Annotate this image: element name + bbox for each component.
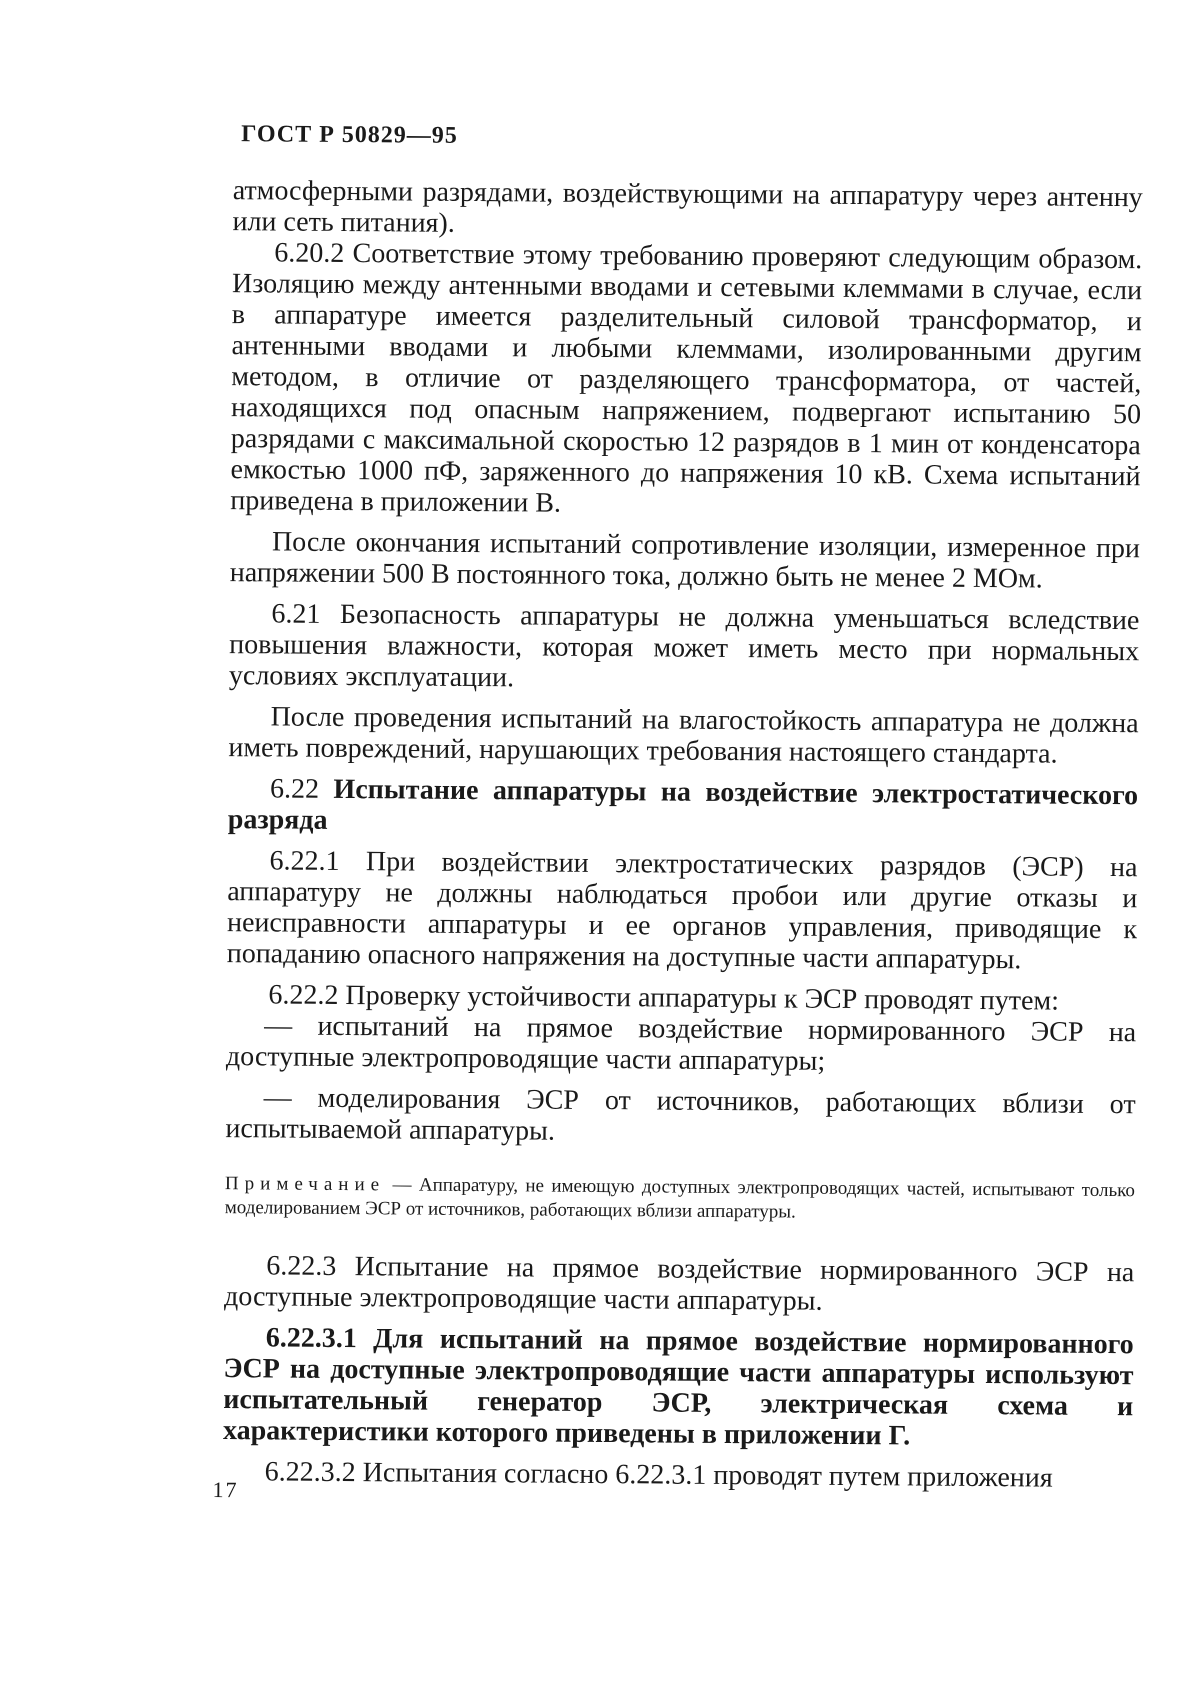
note-block [225,1172,1135,1227]
list-item-direct-test: — испытаний на прямое воздействие нормированного ЭСР на доступные электропроводящие части аппаратуры; [225,1010,1137,1077]
paragraph-6-22-3-1: 6.22.3.1 Для испытаний на прямое воздействие нормированного ЭСР на доступные электропроводящие части аппаратуры используют испытательный генератор ЭСР, электрическая схема и характеристики которого приведены в приложении Г. [222,1322,1134,1452]
paragraph-insulation-resistance: После окончания испытаний сопротивление изоляции, измеренное при напряжении 500 В постоянного тока, должно быть не менее 2 МОм. [229,526,1141,595]
page-number: 17 [212,1476,239,1503]
paragraph-6-22-3-2: 6.22.3.2 Испытания согласно 6.22.3.1 проводят путем приложения [264,1456,1053,1494]
list-item-modeling: — моделирования ЭСР от источников, работающих вблизи от испытываемой аппаратуры. [225,1082,1136,1147]
section-heading-6-22 [228,773,1138,842]
section-number: 6.22 [269,773,320,805]
document-body [223,175,1143,1494]
paragraph-6-20-2: 6.20.2 Соответствие этому требованию проверяют следующим образом. Изоляцию между антенными вводами и сетевыми клеммами в случае, если в аппаратуре имеется разделительный силовой трансформатор, и антенными вводами и любыми клеммами, изолированными другим методом, в отличие от разделяющего трансформатора, от частей, находящихся под опасным напряжением, подвергают испытанию 50 разрядами с максимальной скоростью 12 разрядов в 1 мин от конденсатора емкостью 1000 пФ, заряженного до напряжения 10 кВ. Схема испытаний приведена в приложении В. [230,237,1143,519]
paragraph-6-22-3: 6.22.3 Испытание на прямое воздействие нормированного ЭСР на доступные электропроводящие части аппаратуры. [223,1250,1135,1317]
paragraph-6-22-1: 6.22.1 При воздействии электростатических разрядов (ЭСР) на аппаратуру не должны наблюдаться пробои или другие отказы и неисправности аппаратуры и ее органов управления, приводящие к попаданию опасного напряжения на доступные части аппаратуры. [226,845,1138,976]
paragraph-6-21: 6.21 Безопасность аппаратуры не должна уменьшаться вследствие повышения влажности, которая может иметь место при нормальных условиях эксплуатации. [228,598,1140,694]
paragraph-6-22-2: 6.22.2 Проверку устойчивости аппаратуры к ЭСР проводят путем: [268,979,1060,1017]
document-header: ГОСТ Р 50829—95 [241,121,458,149]
note-text: — Аппаратуру, не имеющую доступных электропроводящих частей, испытывают только моделированием ЭСР от источников, работающих вблизи аппаратуры. [224,1174,1136,1223]
paragraph-continuation: атмосферными разрядами, воздействующими на аппаратуру через антенну или сеть питания). [232,175,1143,239]
note-label: Примечание [224,1173,386,1196]
paragraph-humidity-test: После проведения испытаний на влагостойкость аппаратура не должна иметь повреждений, нарушающих требования настоящего стандарта. [228,701,1139,770]
section-title: Испытание аппаратуры на воздействие электростатического разряда [227,773,1139,836]
